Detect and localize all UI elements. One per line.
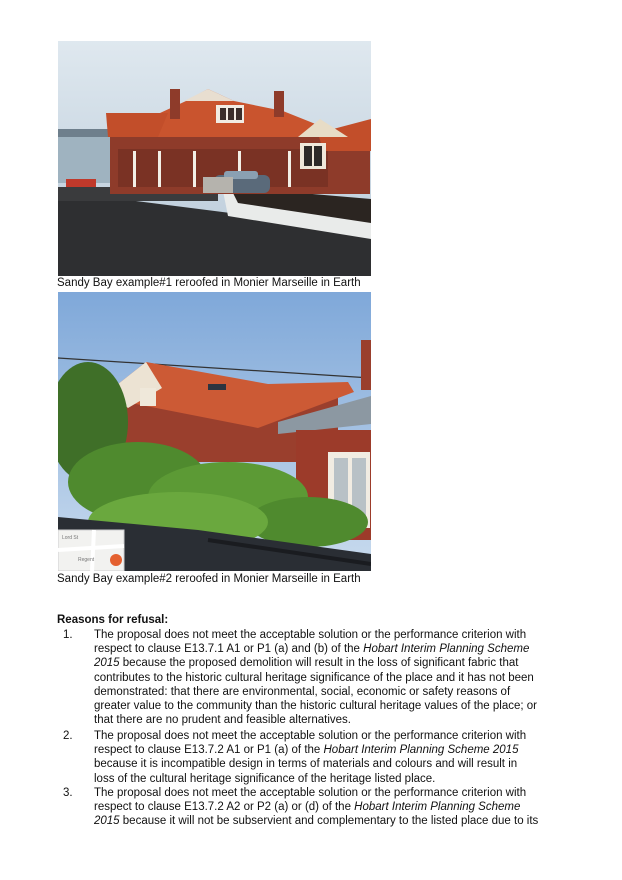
reason-number: 3. [63, 787, 73, 799]
reason-line: because it is incompatible design in terms of materials and colours and will result in [94, 758, 518, 771]
reason-line: loss of the cultural heritage significance of the heritage listed place. [94, 772, 436, 785]
house-photo-2 [58, 292, 371, 571]
photo-caption-2: Sandy Bay example#2 reroofed in Monier Marseille in Earth [57, 573, 361, 585]
reason-line: The proposal does not meet the acceptable solution or the performance criterion with [94, 730, 527, 742]
reason-text [94, 729, 574, 786]
reason-text [94, 628, 574, 727]
house-photo-1 [58, 41, 371, 276]
reason-line: 2015 because the proposed demolition will result in the loss of significant fabric that [94, 657, 519, 670]
reason-line: contributes to the historic cultural heritage significance of the place and it has not been [94, 671, 534, 684]
reason-number: 2. [63, 730, 73, 742]
map-street-label-1: Lord St [62, 535, 79, 541]
map-street-label-2: Regent [78, 557, 95, 563]
reason-number: 1. [63, 629, 73, 641]
reason-line: The proposal does not meet the acceptable solution or the performance criterion with [94, 787, 527, 799]
reason-line: respect to clause E13.7.1 A1 or P1 (a) and (b) of the Hobart Interim Planning Scheme [94, 643, 530, 656]
reason-line: respect to clause E13.7.2 A1 or P1 (a) of the Hobart Interim Planning Scheme 2015 [94, 744, 519, 757]
reason-line: greater value to the community than the historic cultural heritage values of the place; or [94, 700, 537, 713]
reason-line: demonstrated: that there are environmental, social, economic or safety reasons of [94, 685, 511, 698]
reason-line: 2015 because it will not be subservient and complementary to the listed place due to its [94, 815, 539, 828]
photo-caption-1: Sandy Bay example#1 reroofed in Monier Marseille in Earth [57, 277, 361, 289]
reasons-heading: Reasons for refusal: [57, 614, 169, 626]
reason-line: that there are no prudent and feasible alternatives. [94, 714, 352, 727]
reason-text [94, 786, 574, 829]
reason-line: respect to clause E13.7.2 A2 or P2 (a) or (d) of the Hobart Interim Planning Scheme [94, 801, 521, 814]
reason-line: The proposal does not meet the acceptable solution or the performance criterion with [94, 629, 527, 641]
